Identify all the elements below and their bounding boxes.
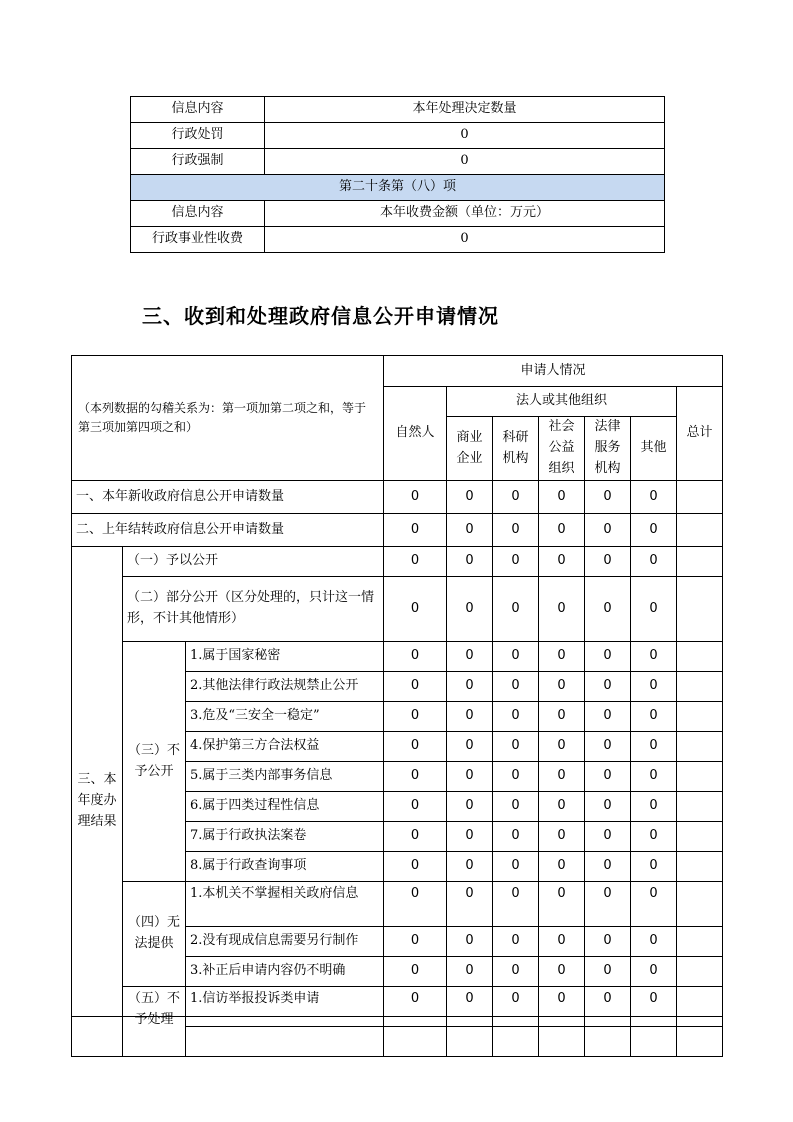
value-cell: 0 xyxy=(384,577,447,642)
value-cell: 0 xyxy=(384,987,447,1027)
value-cell: 0 xyxy=(585,927,631,957)
value-cell: 0 xyxy=(447,822,493,852)
value-cell: 0 xyxy=(447,762,493,792)
value-cell: 0 xyxy=(384,882,447,927)
value-cell: 0 xyxy=(585,514,631,547)
row-label: 一、本年新收政府信息公开申请数量 xyxy=(72,481,384,514)
value-cell: 0 xyxy=(447,702,493,732)
value-cell: 0 xyxy=(585,882,631,927)
value-cell: 0 xyxy=(585,987,631,1027)
value-cell: 0 xyxy=(447,852,493,882)
value-cell: 0 xyxy=(585,852,631,882)
value-cell xyxy=(384,1027,447,1057)
table-row xyxy=(72,987,723,1027)
social-welfare-header: 社会公益组织 xyxy=(539,417,585,481)
value-cell: 0 xyxy=(539,547,585,577)
value-cell: 0 xyxy=(631,927,677,957)
total-cell xyxy=(677,1027,723,1057)
row-label: 1.属于国家秘密 xyxy=(186,642,384,672)
annual-results-group: 三、本年度办理结果 xyxy=(72,547,123,1057)
value-cell: 0 xyxy=(585,792,631,822)
value-cell: 0 xyxy=(585,547,631,577)
handling-decisions-table xyxy=(130,96,665,253)
value-cell: 0 xyxy=(539,481,585,514)
cannot-provide-group: （四）无法提供 xyxy=(123,882,186,987)
value-cell: 0 xyxy=(384,514,447,547)
value-cell: 0 xyxy=(631,987,677,1027)
value-cell: 0 xyxy=(631,957,677,987)
not-open-group: （三）不予公开 xyxy=(123,642,186,882)
row-label: 二、上年结转政府信息公开申请数量 xyxy=(72,514,384,547)
value-cell xyxy=(631,1027,677,1057)
value-cell: 0 xyxy=(384,762,447,792)
value-cell: 0 xyxy=(493,702,539,732)
value-cell: 0 xyxy=(631,514,677,547)
row-label: 7.属于行政执法案卷 xyxy=(186,822,384,852)
value-cell xyxy=(585,1027,631,1057)
value-cell: 0 xyxy=(539,882,585,927)
value-cell: 0 xyxy=(585,642,631,672)
value-cell: 0 xyxy=(585,577,631,642)
relation-note: （本列数据的勾稽关系为：第一项加第二项之和，等于第三项加第四项之和） xyxy=(72,356,384,481)
total-cell xyxy=(677,672,723,702)
value-cell: 0 xyxy=(493,927,539,957)
value-cell: 0 xyxy=(493,732,539,762)
other-header: 其他 xyxy=(631,417,677,481)
value-cell: 0 xyxy=(585,957,631,987)
value-cell: 0 xyxy=(539,957,585,987)
value-cell: 0 xyxy=(384,672,447,702)
total-cell xyxy=(677,547,723,577)
row-label: 2.其他法律行政法规禁止公开 xyxy=(186,672,384,702)
value-cell: 0 xyxy=(539,732,585,762)
total-cell xyxy=(677,957,723,987)
info-content-header: 信息内容 xyxy=(131,201,265,227)
total-cell xyxy=(677,987,723,1027)
row-label: （一）予以公开 xyxy=(123,547,384,577)
applicant-header: 申请人情况 xyxy=(384,356,723,387)
value-cell: 0 xyxy=(384,642,447,672)
value-cell: 0 xyxy=(631,792,677,822)
value-cell: 0 xyxy=(539,987,585,1027)
value-cell: 0 xyxy=(539,642,585,672)
value-cell: 0 xyxy=(384,792,447,822)
table-bottom-rule xyxy=(71,1016,723,1017)
total-cell xyxy=(677,792,723,822)
value-cell: 0 xyxy=(384,957,447,987)
row-value: 0 xyxy=(265,123,665,149)
value-cell: 0 xyxy=(631,882,677,927)
value-cell: 0 xyxy=(384,852,447,882)
section-title: 三、收到和处理政府信息公开申请情况 xyxy=(142,304,499,328)
value-cell: 0 xyxy=(447,547,493,577)
table-row xyxy=(72,577,723,642)
value-cell: 0 xyxy=(631,762,677,792)
row-label: 5.属于三类内部事务信息 xyxy=(186,762,384,792)
value-cell: 0 xyxy=(631,547,677,577)
commercial-header: 商业企业 xyxy=(447,417,493,481)
total-cell xyxy=(677,702,723,732)
decision-count-header: 本年处理决定数量 xyxy=(265,97,665,123)
value-cell: 0 xyxy=(631,481,677,514)
table-row xyxy=(72,642,723,672)
value-cell: 0 xyxy=(539,852,585,882)
value-cell: 0 xyxy=(631,732,677,762)
article-band: 第二十条第（八）项 xyxy=(131,175,665,201)
row-label: （二）部分公开（区分处理的，只计这一情形，不计其他情形） xyxy=(123,577,384,642)
total-cell xyxy=(677,481,723,514)
value-cell: 0 xyxy=(447,672,493,702)
value-cell: 0 xyxy=(493,577,539,642)
value-cell: 0 xyxy=(539,514,585,547)
value-cell: 0 xyxy=(585,762,631,792)
value-cell: 0 xyxy=(447,514,493,547)
value-cell: 0 xyxy=(585,481,631,514)
fee-row-label: 行政事业性收费 xyxy=(131,227,265,253)
value-cell: 0 xyxy=(384,702,447,732)
value-cell: 0 xyxy=(447,732,493,762)
value-cell: 0 xyxy=(631,822,677,852)
total-cell xyxy=(677,514,723,547)
legal-service-header: 法律服务机构 xyxy=(585,417,631,481)
applications-table xyxy=(71,355,723,1057)
applications-table-container xyxy=(71,355,723,1027)
value-cell: 0 xyxy=(493,822,539,852)
value-cell: 0 xyxy=(539,762,585,792)
table-row xyxy=(72,547,723,577)
value-cell: 0 xyxy=(384,547,447,577)
total-cell xyxy=(677,852,723,882)
value-cell: 0 xyxy=(539,927,585,957)
row-label: 行政处罚 xyxy=(131,123,265,149)
value-cell: 0 xyxy=(493,792,539,822)
not-process-group: （五）不予处理 xyxy=(123,987,186,1057)
value-cell: 0 xyxy=(539,577,585,642)
legal-entity-header: 法人或其他组织 xyxy=(447,387,677,417)
total-cell xyxy=(677,822,723,852)
row-label: 行政强制 xyxy=(131,149,265,175)
value-cell: 0 xyxy=(493,852,539,882)
value-cell: 0 xyxy=(447,882,493,927)
total-cell xyxy=(677,732,723,762)
value-cell: 0 xyxy=(493,547,539,577)
value-cell: 0 xyxy=(493,514,539,547)
row-label: 2.没有现成信息需要另行制作 xyxy=(186,927,384,957)
value-cell: 0 xyxy=(493,957,539,987)
row-label: 6.属于四类过程性信息 xyxy=(186,792,384,822)
total-cell xyxy=(677,762,723,792)
value-cell: 0 xyxy=(493,762,539,792)
row-label xyxy=(186,1027,384,1057)
value-cell: 0 xyxy=(447,577,493,642)
value-cell: 0 xyxy=(585,732,631,762)
total-cell xyxy=(677,577,723,642)
table-row xyxy=(72,882,723,927)
value-cell: 0 xyxy=(539,792,585,822)
value-cell: 0 xyxy=(631,702,677,732)
row-label: 1.本机关不掌握相关政府信息 xyxy=(186,882,384,927)
value-cell: 0 xyxy=(631,642,677,672)
row-label: 8.属于行政查询事项 xyxy=(186,852,384,882)
total-cell xyxy=(677,927,723,957)
row-label: 4.保护第三方合法权益 xyxy=(186,732,384,762)
value-cell: 0 xyxy=(585,822,631,852)
info-content-header: 信息内容 xyxy=(131,97,265,123)
row-label: 1.信访举报投诉类申请 xyxy=(186,987,384,1027)
research-header: 科研机构 xyxy=(493,417,539,481)
value-cell: 0 xyxy=(631,577,677,642)
total-cell xyxy=(677,642,723,672)
value-cell: 0 xyxy=(447,792,493,822)
value-cell: 0 xyxy=(384,481,447,514)
value-cell: 0 xyxy=(447,642,493,672)
value-cell: 0 xyxy=(447,987,493,1027)
value-cell: 0 xyxy=(585,702,631,732)
table-row xyxy=(72,514,723,547)
value-cell: 0 xyxy=(493,882,539,927)
value-cell: 0 xyxy=(585,672,631,702)
value-cell: 0 xyxy=(384,732,447,762)
value-cell: 0 xyxy=(447,927,493,957)
value-cell: 0 xyxy=(539,702,585,732)
value-cell: 0 xyxy=(447,481,493,514)
value-cell: 0 xyxy=(384,927,447,957)
value-cell: 0 xyxy=(384,822,447,852)
value-cell xyxy=(447,1027,493,1057)
table-row xyxy=(72,481,723,514)
value-cell xyxy=(539,1027,585,1057)
row-value: 0 xyxy=(265,149,665,175)
value-cell: 0 xyxy=(539,822,585,852)
value-cell: 0 xyxy=(493,672,539,702)
value-cell: 0 xyxy=(447,957,493,987)
fee-amount-header: 本年收费金额（单位：万元） xyxy=(265,201,665,227)
natural-person-header: 自然人 xyxy=(384,387,447,481)
total-cell xyxy=(677,882,723,927)
value-cell: 0 xyxy=(539,672,585,702)
value-cell: 0 xyxy=(493,642,539,672)
total-header: 总计 xyxy=(677,387,723,481)
row-label: 3.补正后申请内容仍不明确 xyxy=(186,957,384,987)
fee-row-value: 0 xyxy=(265,227,665,253)
value-cell: 0 xyxy=(631,672,677,702)
value-cell xyxy=(493,1027,539,1057)
value-cell: 0 xyxy=(493,987,539,1027)
value-cell: 0 xyxy=(631,852,677,882)
value-cell: 0 xyxy=(493,481,539,514)
row-label: 3.危及“三安全一稳定” xyxy=(186,702,384,732)
